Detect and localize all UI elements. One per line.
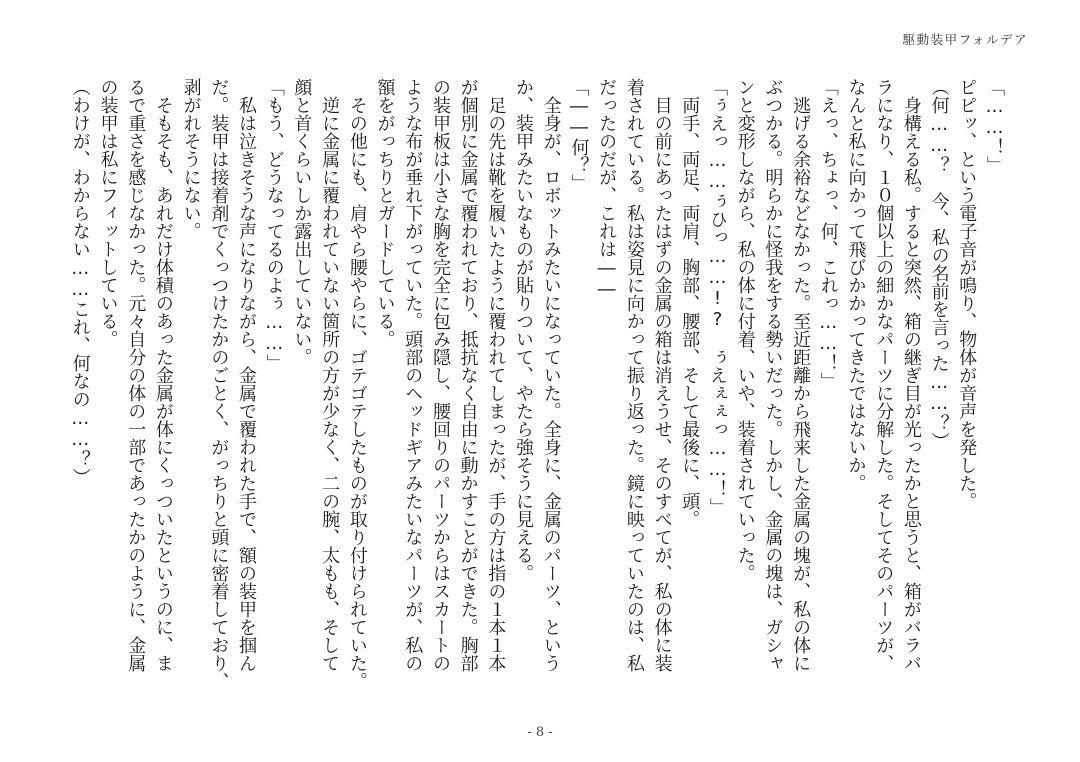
text-line: 「ぅえっ……ぅひっ……!? ぅえぇぇっ……！」 bbox=[706, 78, 728, 516]
text-line: 剥がれそうにない。 bbox=[180, 78, 202, 240]
text-line: 両手、両足、両肩、胸部、腰部、そして最後に、頭。 bbox=[679, 78, 701, 528]
text-line: 額をがっちりとガードしている。 bbox=[374, 78, 396, 348]
text-line: 目の前にあったはずの金属の箱は消えうせ、そのすべてが、私の体に装 bbox=[651, 78, 673, 672]
text-line: るで重さを感じなかった。元々自分の体の一部であったかのように、金属 bbox=[125, 78, 147, 672]
text-line: の装甲は私にフィットしている。 bbox=[97, 78, 119, 348]
vertical-text-body bbox=[66, 78, 1008, 688]
page-number: - 8 - bbox=[527, 725, 553, 740]
text-line: ンと変形しながら、私の体に付着、いや、装着されていった。 bbox=[734, 78, 756, 582]
text-line: そもそも、あれだけ体積のあった金属が体にくっついたというのに、ま bbox=[152, 78, 174, 672]
text-line: 足の先は靴を履いたように覆われてしまったが、手の方は指の１本１本 bbox=[485, 78, 507, 672]
text-line: 全身が、ロボットみたいになっていた。全身に、金属のパーツ、という bbox=[540, 78, 562, 672]
text-line: だ。装甲は接着剤でくっつけたかのごとく、がっちりと頭に密着しており、 bbox=[208, 78, 230, 690]
text-line: ぶつかる。明らかに怪我をする勢いだった。しかし、金属の塊は、ガシャ bbox=[762, 78, 784, 672]
text-line: が個別に金属で覆われており、抵抗なく自由に動かすことができた。胸部 bbox=[457, 78, 479, 672]
text-line: 「えっ、ちょっ、何、これっ……！」 bbox=[817, 78, 839, 390]
text-line: 逆に金属に覆われていない箇所の方が少なく、二の腕、太もも、そして bbox=[319, 78, 341, 672]
text-line: か、装甲みたいなものが貼りついて、やたら強そうに見える。 bbox=[513, 78, 535, 582]
text-line: （わけが、わからない……これ、何なの……？） bbox=[69, 78, 91, 486]
text-line: の装甲板は小さな胸を完全に包み隠し、腰回りのパーツからはスカートの bbox=[429, 78, 451, 672]
text-line: 逃げる余裕などなかった。至近距離から飛来した金属の塊が、私の体に bbox=[790, 78, 812, 672]
text-line: なんと私に向かって飛びかかってきたではないか。 bbox=[845, 78, 867, 492]
text-line: だったのだが、これは―― bbox=[596, 78, 618, 300]
text-line: （何……？ 今、私の名前を言った……？） bbox=[928, 78, 950, 450]
text-line: 私は泣きそうな声になりながら、金属で覆われた手で、額の装甲を掴ん bbox=[236, 78, 258, 672]
text-line: ピピッ、という電子音が鳴り、物体が音声を発した。 bbox=[956, 78, 978, 510]
text-line: 「……！」 bbox=[984, 78, 1005, 174]
text-line: 「――何？」 bbox=[568, 78, 590, 192]
running-header-title: 駆動装甲フォルデア bbox=[902, 32, 1028, 47]
text-line: 身構える私。すると突然、箱の継ぎ目が光ったかと思うと、箱がバラバ bbox=[900, 78, 922, 672]
text-line: 顔と首くらいしか露出していない。 bbox=[291, 78, 313, 366]
text-line: 着されている。私は姿見に向かって振り返った。鏡に映っていたのは、私 bbox=[623, 78, 645, 672]
text-line: ような布が垂れ下がっていた。頭部のヘッドギアみたいなパーツが、私の bbox=[402, 78, 424, 672]
text-line: 「もう、どうなってるのよぅ……」 bbox=[263, 78, 285, 372]
text-line: ラになり、１０個以上の細かなパーツに分解した。そしてそのパーツが、 bbox=[873, 78, 895, 672]
text-line: その他にも、肩やら腰やらに、ゴテゴテしたものが取り付けられていた。 bbox=[346, 78, 368, 690]
